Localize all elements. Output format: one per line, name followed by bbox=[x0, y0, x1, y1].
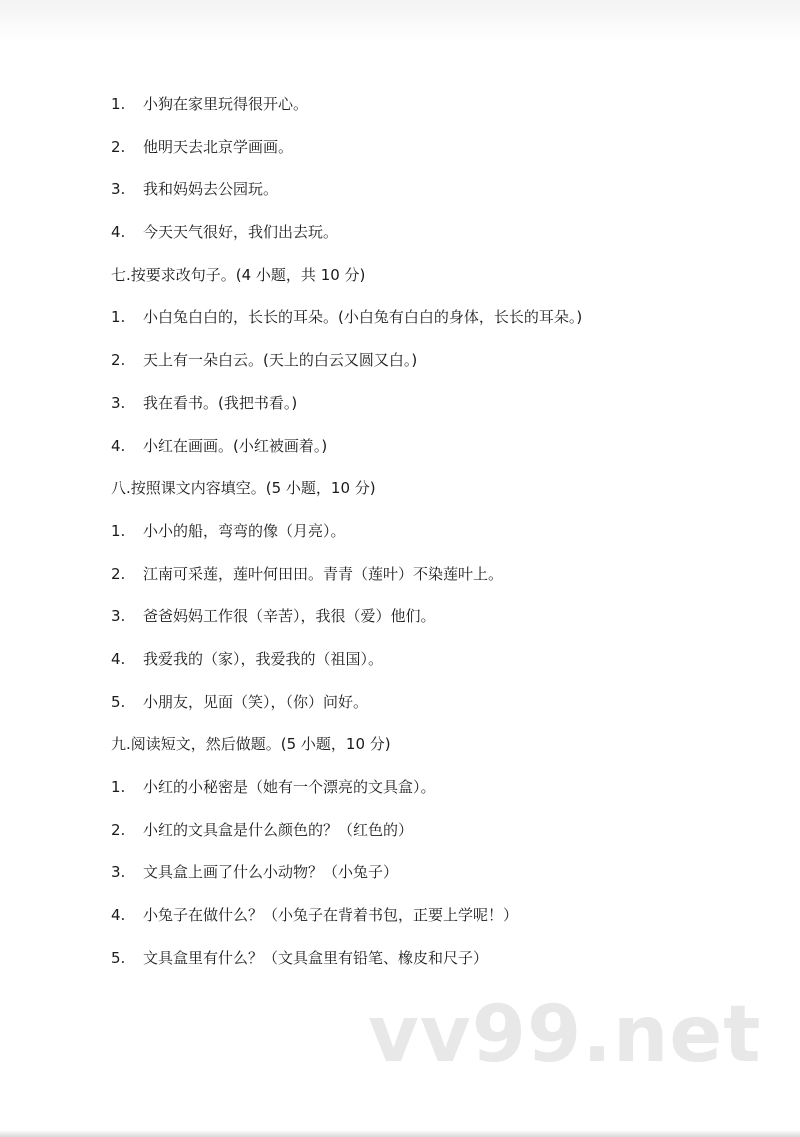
item-number: 4. bbox=[111, 906, 126, 925]
item-text: 爸爸妈妈工作很（辛苦），我很（爱）他们。 bbox=[143, 607, 436, 626]
list-item bbox=[0, 638, 800, 681]
list-item bbox=[0, 168, 800, 211]
item-text: 小朋友，见面（笑），（你）问好。 bbox=[143, 692, 369, 711]
list-item bbox=[0, 766, 800, 809]
item-number: 4. bbox=[111, 436, 126, 455]
item-text: 小红的文具盒是什么颜色的？（红色的） bbox=[143, 820, 414, 839]
list-item bbox=[0, 211, 800, 254]
section-heading-9 bbox=[0, 723, 800, 766]
list-item bbox=[0, 510, 800, 553]
item-text: 江南可采莲，莲叶何田田。青青（莲叶）不染莲叶上。 bbox=[143, 564, 504, 583]
list-item bbox=[0, 339, 800, 382]
item-text: 小白兔白白的，长长的耳朵。(小白兔有白白的身体，长长的耳朵。) bbox=[143, 308, 583, 327]
item-text: 我爱我的（家），我爱我的（祖国）。 bbox=[143, 649, 384, 668]
list-item bbox=[0, 851, 800, 894]
item-number: 2. bbox=[111, 351, 126, 370]
item-text: 天上有一朵白云。(天上的白云又圆又白。) bbox=[143, 351, 418, 370]
page-top-shade bbox=[0, 0, 800, 42]
section-heading-text: 七.按要求改句子。(4 小题，共 10 分) bbox=[111, 265, 366, 284]
item-text: 文具盒上画了什么小动物？（小兔子） bbox=[143, 863, 399, 882]
item-text: 今天天气很好，我们出去玩。 bbox=[143, 223, 339, 242]
list-item bbox=[0, 296, 800, 339]
item-number: 5. bbox=[111, 692, 126, 711]
section-heading-text: 八.按照课文内容填空。(5 小题，10 分) bbox=[111, 479, 376, 498]
list-item bbox=[0, 681, 800, 724]
item-number: 3. bbox=[111, 180, 126, 199]
watermark: vv99.net bbox=[368, 990, 762, 1080]
section-heading-8 bbox=[0, 467, 800, 510]
page-bottom-edge bbox=[0, 1130, 800, 1137]
item-text: 小红在画画。(小红被画着。) bbox=[143, 436, 328, 455]
list-item bbox=[0, 809, 800, 852]
list-item bbox=[0, 894, 800, 937]
item-number: 4. bbox=[111, 223, 126, 242]
list-item bbox=[0, 937, 800, 980]
item-text: 我在看书。(我把书看。) bbox=[143, 393, 298, 412]
item-text: 他明天去北京学画画。 bbox=[143, 137, 294, 156]
item-number: 1. bbox=[111, 308, 126, 327]
item-text: 小红的小秘密是（她有一个漂亮的文具盒）。 bbox=[143, 778, 436, 796]
item-number: 1. bbox=[111, 778, 126, 796]
item-number: 2. bbox=[111, 137, 126, 156]
item-number: 5. bbox=[111, 948, 126, 967]
list-item bbox=[0, 595, 800, 638]
list-item bbox=[0, 553, 800, 596]
item-number: 3. bbox=[111, 607, 126, 626]
item-number: 3. bbox=[111, 393, 126, 412]
item-text: 文具盒里有什么？（文具盒里有铅笔、橡皮和尺子） bbox=[143, 948, 489, 967]
document-page bbox=[0, 83, 800, 979]
item-number: 2. bbox=[111, 820, 126, 839]
list-item bbox=[0, 126, 800, 169]
item-number: 1. bbox=[111, 95, 126, 113]
section-heading-text: 九.阅读短文，然后做题。(5 小题，10 分) bbox=[111, 735, 391, 754]
item-number: 4. bbox=[111, 649, 126, 668]
item-text: 我和妈妈去公园玩。 bbox=[143, 180, 279, 199]
section-heading-7 bbox=[0, 254, 800, 297]
item-number: 3. bbox=[111, 863, 126, 882]
item-number: 2. bbox=[111, 564, 126, 583]
list-item bbox=[0, 382, 800, 425]
item-text: 小狗在家里玩得很开心。 bbox=[143, 95, 309, 113]
list-item bbox=[0, 83, 800, 126]
item-number: 1. bbox=[111, 521, 126, 540]
list-item bbox=[0, 425, 800, 468]
item-text: 小兔子在做什么？（小兔子在背着书包，正要上学呢！） bbox=[143, 906, 519, 925]
item-text: 小小的船，弯弯的像（月亮）。 bbox=[143, 521, 346, 540]
